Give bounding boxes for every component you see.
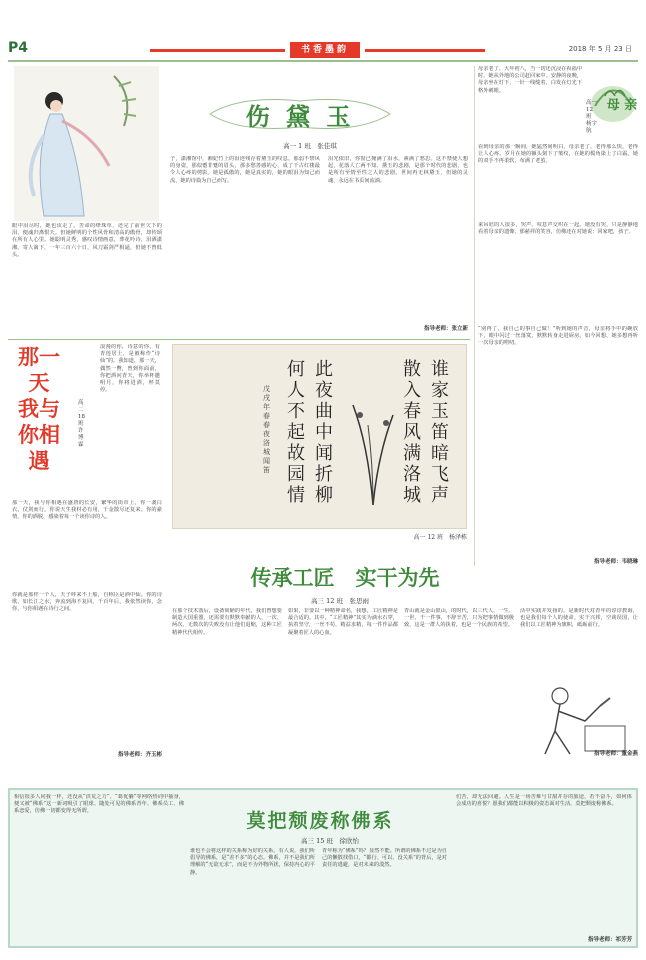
article4-byline: 高三 15 班 徐欣怡 — [301, 837, 359, 845]
craftsman-illustration — [525, 676, 635, 756]
mother-intro: 母亲老了。大年初八，当一切还沉浸在祝福中时，她从外地的公司赶回家中。安静的夜晚，母亲坐在灯下，一针一线缝着，白发在灯光下格外刺眼。 — [478, 66, 582, 94]
mother-byline: 高一 12 班 杨宇航 — [586, 100, 598, 134]
calligraphy-col4: 何人不起故园情 — [287, 359, 305, 506]
article1-col3: 泪光依旧，你窗已掩满了泪水，素满了愁思。这不禁使人想起，花落人亡两不知。黛玉的悲剧，是那个时代的悲剧，也是所有至情至性之人的悲剧。世间再无林黛玉，但她的灵魂，永远在书页间流淌。 — [328, 156, 468, 184]
mother-col2: 来吊唁的人很多，哭声、叹息声交织在一起。她没有哭，只是静静地看着母亲的遗像，那慈祥的笑容，仿佛还在对她说：回家吧，孩子。 — [478, 222, 638, 236]
article1-col1: 眼中泪尽时，她也该走了。苦命的绛珠草，还完了前世欠下的泪，便魂归离恨天。但她鲜明的个性风骨和清高的傲骨，却传颂在所有人心里。她聪明灵秀，感叹诗情画意，葬花吟诗，泪洒潇湘。寄人篱下，一年三百六十日，风刀霜剑严相逼，但她不曾低头。 — [12, 223, 162, 258]
mother-col1: 看到母亲的那一瞬间，她猛然间明白，母亲老了，老得那么快，老得让人心疼。岁月在她的额头刻下了皱纹，在她的鬓角染上了白霜。她的双手不再柔软，布满了老茧。 — [478, 144, 638, 165]
header-rule — [8, 60, 638, 62]
article3-col1: 在那个技术落后，设备简陋的年代，我们曾想要制造大国重器，还需要有默默奉献的人，一次、两次、无数次的失败没有让他们退缩，这种工匠精神代代相传。 — [172, 608, 282, 636]
article1-byline: 高一 1 班 张佳琪 — [283, 142, 337, 150]
daiyu-illustration — [14, 66, 159, 221]
article4-col4: 们苦，却无法回避。人生是一场苦难与甘甜并存的旅途，若不奋斗，如何体会成功的喜悦？愿我们都能以积极的姿态面对生活，莫把颓废称佛系。 — [456, 794, 632, 808]
header-ornament-right — [365, 49, 485, 52]
article4-col2: 谁也不会将这样的关系称为好的关系。有人说，我们所倡导的佛系，是“差不多”的心态。佛系，并不是我们所理解的“无欲无求”，而是不为外物所扰，保持内心的平静。 — [190, 848, 315, 876]
article1-col2: 子，潇湘馆中，湘妃竹上的泪迹残存着黛玉的叹息。那弱不禁风的身姿，那似蹙非蹙的眉头，那多愁善感的心，成了千古红楼最令人心疼的剪影。她是孤傲的，她是真实的，她的眼泪为知己而流，她的诗篇为自己而写。 — [170, 156, 320, 184]
article2-col2: 那一天，我与你相遇在盛唐的长安，繁华的街市上，你一袭白衣，仗剑而行。你说天生我材必有用，千金散尽还复来。你的豪情，你的洒脱，感染着每一个读你诗的人。 — [12, 500, 162, 521]
calligraphy-col1: 谁家玉笛暗飞声 — [431, 359, 449, 506]
column-divider — [474, 66, 475, 566]
mother-col3: “别再了，我自己的事自己做！”听到她的声音，母亲将手中的碗放下，眼中闪过一丝落寞，默默转身走进厨房。如今回想，她多想再听一次母亲的唠叨。 — [478, 326, 638, 347]
calligraphy-artwork — [172, 344, 467, 529]
article2-title: 那一天 我与你相遇 — [18, 345, 60, 473]
article4-signature: 指导老师：祁芳芳 — [587, 937, 632, 943]
article2-signature: 指导老师：齐玉彬 — [117, 752, 162, 758]
header-ornament — [150, 49, 285, 52]
calligraphy-col2: 散入春风满洛城 — [403, 359, 421, 506]
article1-signature: 指导老师：张立新 — [423, 326, 468, 332]
orchid-painting — [348, 385, 398, 505]
article3-signature: 指导老师：董金燕 — [593, 751, 638, 757]
page-number: P4 — [8, 40, 29, 56]
article3-col3: 青山就是金山银山，的时代，以三代人，一生、一世，干一件事，不辞辛苦，只为把事情做到极致。这是一群人的执着，也是一个民族的希望。 — [404, 608, 514, 629]
article4-col1: 相信很多人同我一样，还没从“洪荒之力”、“葛优躺”等网络热词中抽身，便又被“佛系”这一新词吸引了眼球。随处可见的佛系青年、佛系员工、佛系恋爱，仿佛一切都变得无所谓。 — [14, 794, 184, 815]
article2-col3: 你就是那样一个人，天子呼来不上船，自称臣是酒中仙。你的诗歌，如长江之水，奔流到海不复回。千百年后，我依然读你，念你，与你相遇在诗行之间。 — [12, 592, 162, 613]
calligraphy-seal: 戊戌年春 春夜洛城闻笛 — [263, 385, 270, 474]
article3-title: 传承工匠 实干为先 — [250, 566, 440, 590]
article3-byline: 高三 12 班 张思雨 — [311, 597, 369, 605]
mother-title: 母 亲 — [606, 98, 638, 113]
article4-col3: 青年称为“佛系”吗？显然不能。所谓的佛系不过是为自己的懒散找借口，“都行、可以、没关系”的背后，是对责任的逃避，是对未来的漠然。 — [322, 848, 447, 869]
section-title: 书香墨韵 — [290, 42, 360, 58]
article2-byline: 高二 18 班 许博霖 — [78, 400, 90, 448]
mother-signature: 指导老师：韦晓琳 — [593, 559, 638, 565]
article4-title: 莫把颓废称佛系 — [246, 810, 394, 832]
article2-col1: 浪漫的你，诗意的你，有青莲居士，是被称作“诗仙”的。我知道，那一天，偶然一瞥，曾到你面前，你把酒问青天，你举杯邀明月，你将进酒，杯莫停。 — [100, 344, 160, 394]
article3-col4: 活中实践并发扬的。是新时代对青年的谆谆教诲，也是我们每个人的使命。实干兴邦，空谈误国，让我们以工匠精神为旗帜，砥砺前行。 — [520, 608, 638, 629]
section-rule-1 — [8, 339, 470, 340]
article3-col2: 如果，非要以一种精神命名，我想，工匠精神是最合适的。其中，“工匠精神”其实为滴水石穿，执着坚守，一丝不苟，精益求精，每一件作品都凝聚着匠人的心血。 — [288, 608, 398, 636]
calligraphy-col3: 此夜曲中闻折柳 — [315, 359, 333, 506]
article1-title: 伤 黛 玉 — [245, 103, 355, 131]
issue-date: 2018 年 5 月 23 日 — [568, 45, 632, 53]
calligraphy-caption: 高一 12 班 杨泽栋 — [413, 534, 467, 541]
